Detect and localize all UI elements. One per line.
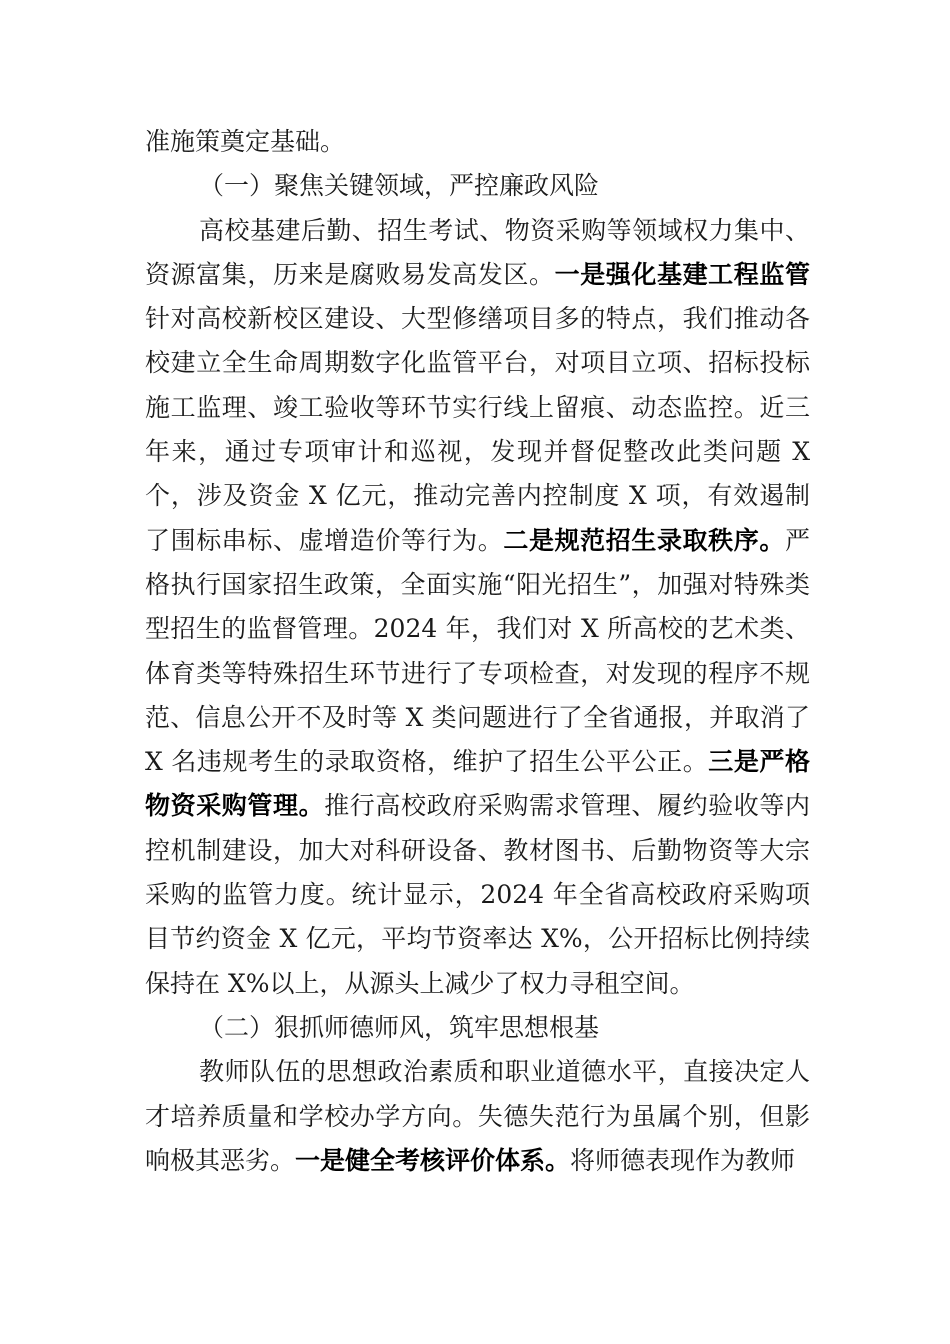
- paragraph-1-text-3: 推行高校政府采购需求管理、履约验收等内控机制建设，加大对科研设备、教材图书、后勤物资等大宗采购的监管力度。统计显示，2024 年全省高校政府采购项目节约资金 X 亿元，平均节资率达 X%，公开招标比例持续保持在 X%以上，从源头上减少了权力寻租空间。: [145, 791, 810, 998]
- bold-point-evaluation: 一是健全考核评价体系。: [295, 1145, 571, 1175]
- section-1-paragraph: [145, 209, 810, 1006]
- section-2-paragraph: [145, 1050, 810, 1183]
- bold-point-admissions: 二是规范招生录取秩序。: [503, 525, 785, 555]
- section-heading-2: [145, 1006, 810, 1050]
- continuation-text: 准施策奠定基础。: [145, 127, 346, 156]
- section-heading-1: [145, 164, 810, 208]
- paragraph-2-intro: 教师队伍的思想政治素质和职业道德水平，直接决定人才培养质量和学校办学方向。失德失范行为虽属个别，但影响极其恶劣。: [145, 1057, 810, 1175]
- section-heading-1-text: （一）聚焦关键领域，严控廉政风险: [199, 171, 600, 201]
- bold-point-procurement: 三是严格物资采购管理。: [145, 747, 810, 821]
- section-heading-2-text: （二）狠抓师德师风，筑牢思想根基: [199, 1012, 600, 1042]
- paragraph-1-text-2: 严格执行国家招生政策，全面实施“阳光招生”，加强对特殊类型招生的监督管理。2024 年，我们对 X 所高校的艺术类、体育类等特殊招生环节进行了专项检查，对发现的程序不规范、信息公开不及时等 X 类问题进行了全省通报，并取消了 X 名违规考生的录取资格，维护了招生公平公正。: [145, 525, 810, 777]
- paragraph-2-text-1: 将师德表现作为教师: [570, 1145, 796, 1175]
- paragraph-1-intro: 高校基建后勤、招生考试、物资采购等领域权力集中、资源富集，历来是腐败易发高发区。: [145, 215, 810, 289]
- bold-point-infrastructure: 一是强化基建工程监管: [554, 259, 810, 289]
- paragraph-1-text-1: 针对高校新校区建设、大型修缮项目多的特点，我们推动各校建立全生命周期数字化监管平台，对项目立项、招标投标施工监理、竣工验收等环节实行线上留痕、动态监控。近三年来，通过专项审计和巡视，发现并督促整改此类问题 X 个，涉及资金 X 亿元，推动完善内控制度 X 项，有效遏制了围标串标、虚增造价等行为。: [145, 304, 810, 555]
- document-body: [145, 120, 810, 1183]
- continuation-line: [145, 120, 810, 164]
